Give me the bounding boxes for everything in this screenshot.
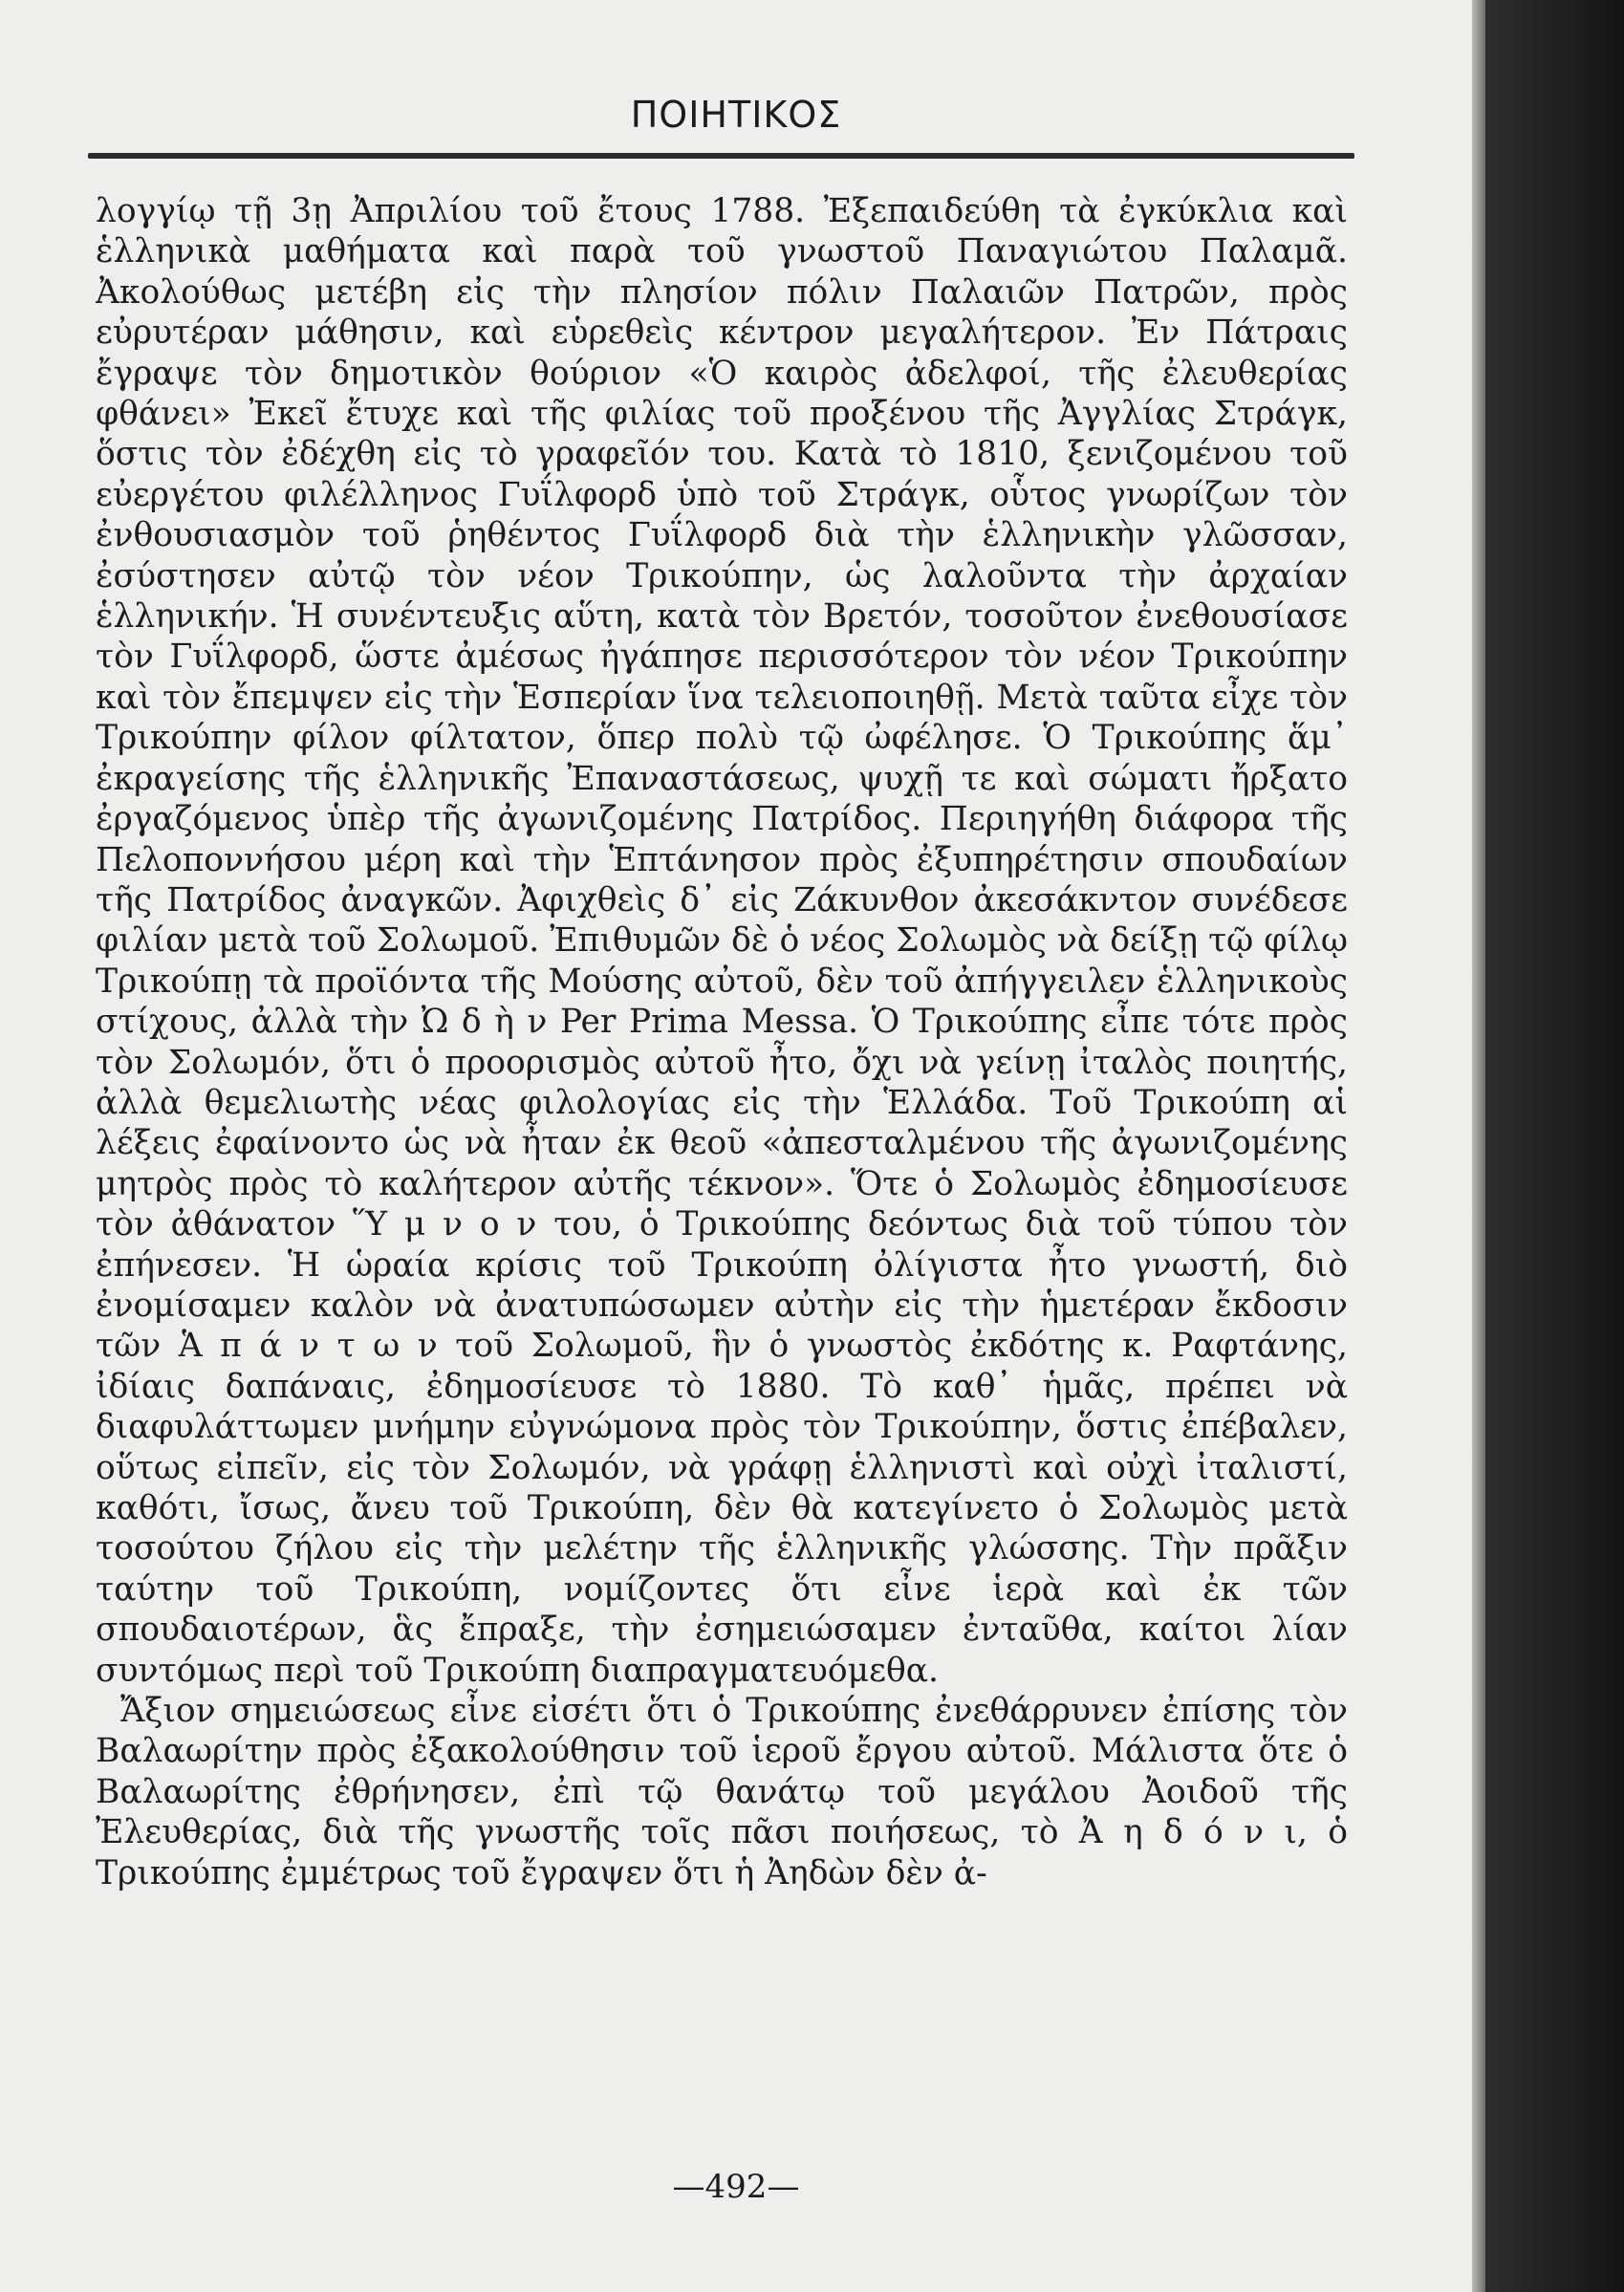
- paragraph: Ἄξιον σημειώσεως εἶνε εἰσέτι ὅτι ὁ Τρικούπης ἐνεθάρρυνεν ἐπίσης τὸν Βαλαωρίτην πρὸς ἐξακολούθησιν τοῦ ἱεροῦ ἔργου αὐτοῦ. Μάλιστα ὅτε ὁ Βαλαωρίτης ἐθρήνησεν, ἐπὶ τῷ θανάτῳ τοῦ μεγάλου Ἀοιδοῦ τῆς Ἐλευθερίας, διὰ τῆς γνωστῆς τοῖς πᾶσι ποιήσεως, τὸ Ἀ η δ ό ν ι, ὁ Τρικούπης ἐμμέτρως τοῦ ἔγραψεν ὅτι ἡ Ἀηδὼν δὲν ἀ-: [96, 1692, 1348, 1892]
- page-number: —492—: [672, 2168, 800, 2206]
- header-rule: [88, 153, 1354, 159]
- running-head: ΠΟΙΗΤΙΚΟΣ: [630, 94, 842, 136]
- body-text: [96, 191, 1348, 2141]
- paragraph: λογγίῳ τῇ 3ῃ Ἀπριλίου τοῦ ἔτους 1788. Ἐξεπαιδεύθη τὰ ἐγκύκλια καὶ ἑλληνικὰ μαθήματα καὶ παρὰ τοῦ γνωστοῦ Παναγιώτου Παλαμᾶ. Ἀκολούθως μετέβη εἰς τὴν πλησίον πόλιν Παλαιῶν Πατρῶν, πρὸς εὐρυτέραν μάθησιν, καὶ εὑρεθεὶς κέντρον μεγαλήτερον. Ἐν Πάτραις ἔγραψε τὸν δημοτικὸν θούριον «Ὁ καιρὸς ἀδελφοί, τῆς ἐλευθερίας φθάνει» Ἐκεῖ ἔτυχε καὶ τῆς φιλίας τοῦ προξένου τῆς Ἀγγλίας Στράγκ, ὅστις τὸν ἐδέχθη εἰς τὸ γραφεῖόν του. Κατὰ τὸ 1810, ξενιζομένου τοῦ εὐεργέτου φιλέλληνος Γυΐλφορδ ὑπὸ τοῦ Στράγκ, οὗτος γνωρίζων τὸν ἐνθουσιασμὸν τοῦ ῥηθέντος Γυΐλφορδ διὰ τὴν ἑλληνικὴν γλῶσσαν, ἐσύστησεν αὐτῷ τὸν νέον Τρικούπην, ὡς λαλοῦντα τὴν ἀρχαίαν ἑλληνικήν. Ἡ συνέντευξις αὕτη, κατὰ τὸν Βρετόν, τοσοῦτον ἐνεθουσίασε τὸν Γυΐλφορδ, ὥστε ἀμέσως ἠγάπησε περισσότερον τὸν νέον Τρικούπην καὶ τὸν ἔπεμψεν εἰς τὴν Ἑσπερίαν ἵνα τελειοποιηθῇ. Μετὰ ταῦτα εἶχε τὸν Τρικούπην φίλον φίλτατον, ὅπερ πολὺ τῷ ὠφέλησε. Ὁ Τρικούπης ἅμ᾽ ἐκραγείσης τῆς ἑλληνικῆς Ἐπαναστάσεως, ψυχῇ τε καὶ σώματι ἤρξατο ἐργαζόμενος ὑπὲρ τῆς ἀγωνιζομένης Πατρίδος. Περιηγήθη διάφορα τῆς Πελοποννήσου μέρη καὶ τὴν Ἑπτάνησον πρὸς ἐξυπηρέτησιν σπουδαίων τῆς Πατρίδος ἀναγκῶν. Ἀφιχθεὶς δ᾽ εἰς Ζάκυνθον ἀκεσάκντον συνέδεσε φιλίαν μετὰ τοῦ Σολωμοῦ. Ἐπιθυμῶν δὲ ὁ νέος Σολωμὸς νὰ δείξῃ τῷ φίλῳ Τρικούπῃ τὰ προϊόντα τῆς Μούσης αὐτοῦ, δὲν τοῦ ἀπήγγειλεν ἑλληνικοὺς στίχους, ἀλλὰ τὴν Ὠ δ ὴ ν Per Prima Messa. Ὁ Τρικούπης εἶπε τότε πρὸς τὸν Σολωμόν, ὅτι ὁ προορισμὸς αὐτοῦ ἦτο, ὄχι νὰ γείνῃ ἰταλὸς ποιητής, ἀλλὰ θεμελιωτὴς νέας φιλολογίας εἰς τὴν Ἑλλάδα. Τοῦ Τρικούπη αἱ λέξεις ἐφαίνοντο ὡς νὰ ἦταν ἐκ θεοῦ «ἀπεσταλμένου τῆς ἀγωνιζομένης μητρὸς πρὸς τὸ καλήτερον αὐτῆς τέκνον». Ὅτε ὁ Σολωμὸς ἐδημοσίευσε τὸν ἀθάνατον Ὕ μ ν ο ν του, ὁ Τρικούπης δεόντως διὰ τοῦ τύπου τὸν ἐπήνεσεν. Ἡ ὡραία κρίσις τοῦ Τρικούπη ὀλίγιστα ἦτο γνωστή, διὸ ἐνομίσαμεν καλὸν νὰ ἀνατυπώσωμεν αὐτὴν εἰς τὴν ἡμετέραν ἔκδοσιν τῶν Ἁ π ά ν τ ω ν τοῦ Σολωμοῦ, ἣν ὁ γνωστὸς ἐκδότης κ. Ραφτάνης, ἰδίαις δαπάναις, ἐδημοσίευσε τὸ 1880. Τὸ καθ᾽ ἡμᾶς, πρέπει νὰ διαφυλάττωμεν μνήμην εὐγνώμονα πρὸς τὸν Τρικούπην, ὅστις ἐπέβαλεν, οὕτως εἰπεῖν, εἰς τὸν Σολωμόν, νὰ γράφῃ ἑλληνιστὶ καὶ οὐχὶ ἰταλιστί, καθότι, ἴσως, ἄνευ τοῦ Τρικούπη, δὲν θὰ κατεγίνετο ὁ Σολωμὸς μετὰ τοσούτου ζήλου εἰς τὴν μελέτην τῆς ἑλληνικῆς γλώσσης. Τὴν πρᾶξιν ταύτην τοῦ Τρικούπη, νομίζοντες ὅτι εἶνε ἱερὰ καὶ ἐκ τῶν σπουδαιοτέρων, ἃς ἔπραξε, τὴν ἐσημειώσαμεν ἐνταῦθα, καίτοι λίαν συντόμως περὶ τοῦ Τρικούπη διαπραγματευόμεθα.: [96, 192, 1348, 1690]
- book-spine: [1485, 0, 1624, 2292]
- page-edge: [1472, 0, 1485, 2292]
